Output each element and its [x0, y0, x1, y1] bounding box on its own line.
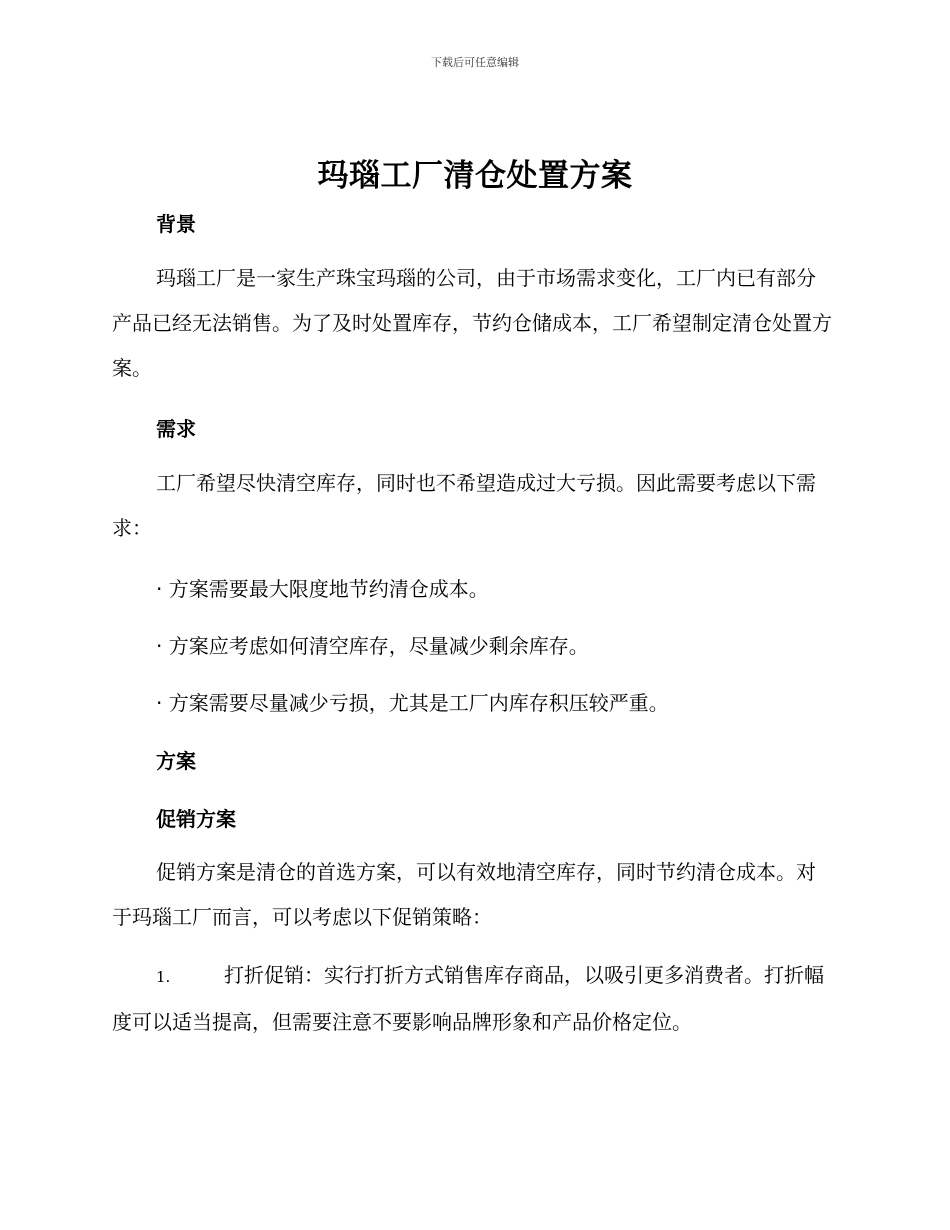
header-note: 下载后可任意编辑 [431, 56, 519, 69]
paragraph-background: 玛瑙工厂是一家生产珠宝玛瑙的公司，由于市场需求变化，工厂内已有部分产品已经无法销售。为了及时处置库存，节约仓储成本，工厂希望制定清仓处置方案。 [112, 266, 832, 380]
numbered-item-number: 1. [156, 968, 171, 986]
section-heading-promotion: 促销方案 [156, 807, 236, 831]
paragraph-requirements: 工厂希望尽快清空库存，同时也不希望造成过大亏损。因此需要考虑以下需求： [112, 471, 816, 540]
section-heading-requirements: 需求 [156, 417, 196, 441]
document-title: 玛瑙工厂清仓处置方案 [317, 158, 633, 194]
bullet-item: · 方案需要最大限度地节约清仓成本。 [156, 577, 489, 601]
bullet-item: · 方案需要尽量减少亏损，尤其是工厂内库存积压较严重。 [156, 691, 669, 715]
section-heading-background: 背景 [156, 212, 196, 236]
numbered-item [112, 953, 832, 1045]
section-heading-plan: 方案 [156, 749, 196, 773]
numbered-item-text: 打折促销：实行打折方式销售库存商品，以吸引更多消费者。打折幅度可以适当提高，但需要注意不要影响品牌形象和产品价格定位。 [112, 963, 824, 1034]
bullet-item: · 方案应考虑如何清空库存，尽量减少剩余库存。 [156, 634, 589, 658]
paragraph-promotion: 促销方案是清仓的首选方案，可以有效地清空库存，同时节约清仓成本。对于玛瑙工厂而言，可以考虑以下促销策略： [112, 860, 816, 929]
